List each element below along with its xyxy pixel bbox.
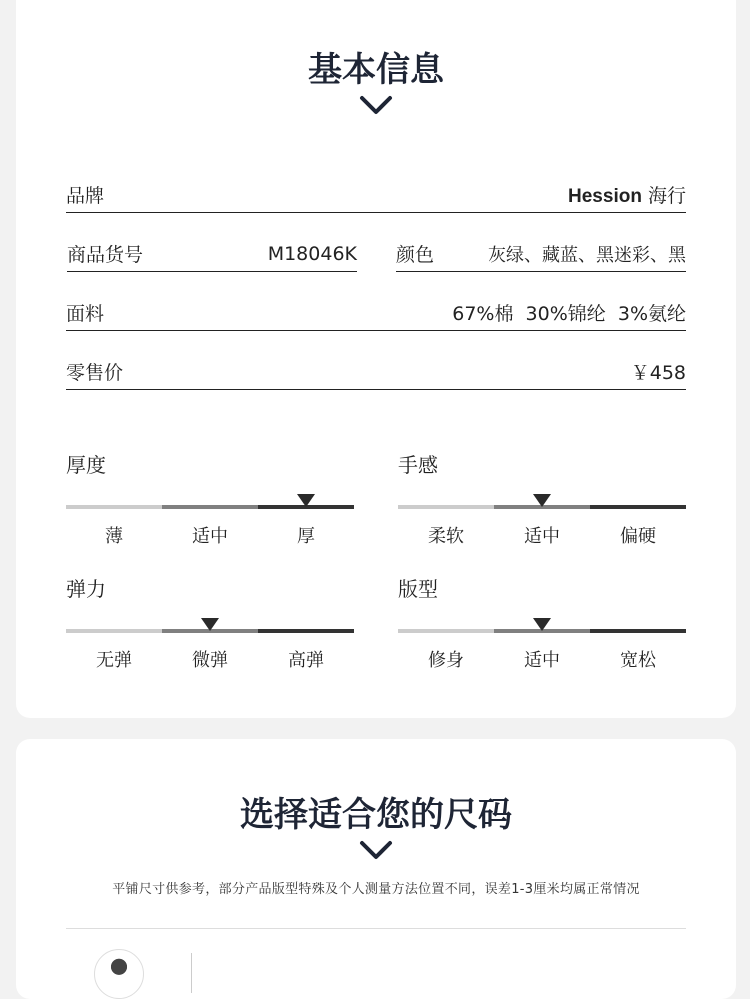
chevron-down-icon xyxy=(359,840,393,862)
color-value: 灰绿、藏蓝、黑迷彩、黑 xyxy=(488,244,686,266)
attribute-name: 厚度 xyxy=(66,453,106,477)
size-guide-card xyxy=(16,739,736,999)
scale-ticks xyxy=(398,646,686,672)
price-label: 零售价 xyxy=(66,362,124,384)
scale-tick-label: 宽松 xyxy=(620,650,656,671)
chevron-down-icon xyxy=(359,95,393,117)
divider-vertical xyxy=(191,953,192,993)
scale-tick-label: 无弹 xyxy=(96,650,132,671)
triangle-down-icon xyxy=(297,494,315,507)
fabric-row xyxy=(66,295,686,331)
scale-segment xyxy=(590,629,686,633)
color-row xyxy=(396,236,686,272)
brand-cn: 海行 xyxy=(647,185,686,207)
attribute-name: 手感 xyxy=(398,453,438,477)
brand-value xyxy=(568,181,686,208)
scale-tick-label: 适中 xyxy=(524,526,560,547)
scale-ticks xyxy=(398,522,686,548)
price-value: ￥458 xyxy=(630,362,686,384)
scale-segment xyxy=(162,505,258,509)
scale-tick-label: 适中 xyxy=(524,650,560,671)
fabric-label: 面料 xyxy=(66,303,105,325)
scale-segment xyxy=(258,629,354,633)
triangle-down-icon xyxy=(533,618,551,631)
brand-latin: Hession xyxy=(568,186,642,207)
price-row xyxy=(66,354,686,390)
scale-tick-label: 微弹 xyxy=(192,650,228,671)
size-guide-title: 选择适合您的尺码 xyxy=(240,795,512,835)
scale-tick-label: 柔软 xyxy=(428,526,464,547)
scale-segment xyxy=(66,629,162,633)
brand-row xyxy=(66,177,686,213)
scale-segment xyxy=(398,505,494,509)
sku-row xyxy=(67,236,357,272)
divider xyxy=(66,928,686,929)
scale-tick-label: 适中 xyxy=(192,526,228,547)
scale-tick-label: 偏硬 xyxy=(620,526,656,547)
attribute-name: 弹力 xyxy=(66,577,106,601)
triangle-down-icon xyxy=(533,494,551,507)
model-avatar xyxy=(94,949,144,999)
scale-segment xyxy=(66,505,162,509)
color-label: 颜色 xyxy=(396,244,435,266)
scale-tick-label: 薄 xyxy=(105,526,123,547)
sku-label: 商品货号 xyxy=(67,244,144,266)
scale-segment xyxy=(590,505,686,509)
basic-info-card xyxy=(16,0,736,718)
scale-ticks xyxy=(66,646,354,672)
size-note: 平铺尺寸供参考，部分产品版型特殊及个人测量方法位置不同，误差1-3厘米均属正常情况 xyxy=(112,882,640,897)
scale-segment xyxy=(398,629,494,633)
scale-tick-label: 厚 xyxy=(297,526,315,547)
scale-ticks xyxy=(66,522,354,548)
fabric-value: 67%棉 30%锦纶 3%氨纶 xyxy=(452,303,686,325)
scale-tick-label: 修身 xyxy=(428,650,464,671)
basic-info-title: 基本信息 xyxy=(308,50,444,90)
brand-label: 品牌 xyxy=(66,185,105,207)
attribute-name: 版型 xyxy=(398,577,438,601)
sku-value: M18046K xyxy=(267,242,357,265)
scale-tick-label: 高弹 xyxy=(288,650,324,671)
triangle-down-icon xyxy=(201,618,219,631)
